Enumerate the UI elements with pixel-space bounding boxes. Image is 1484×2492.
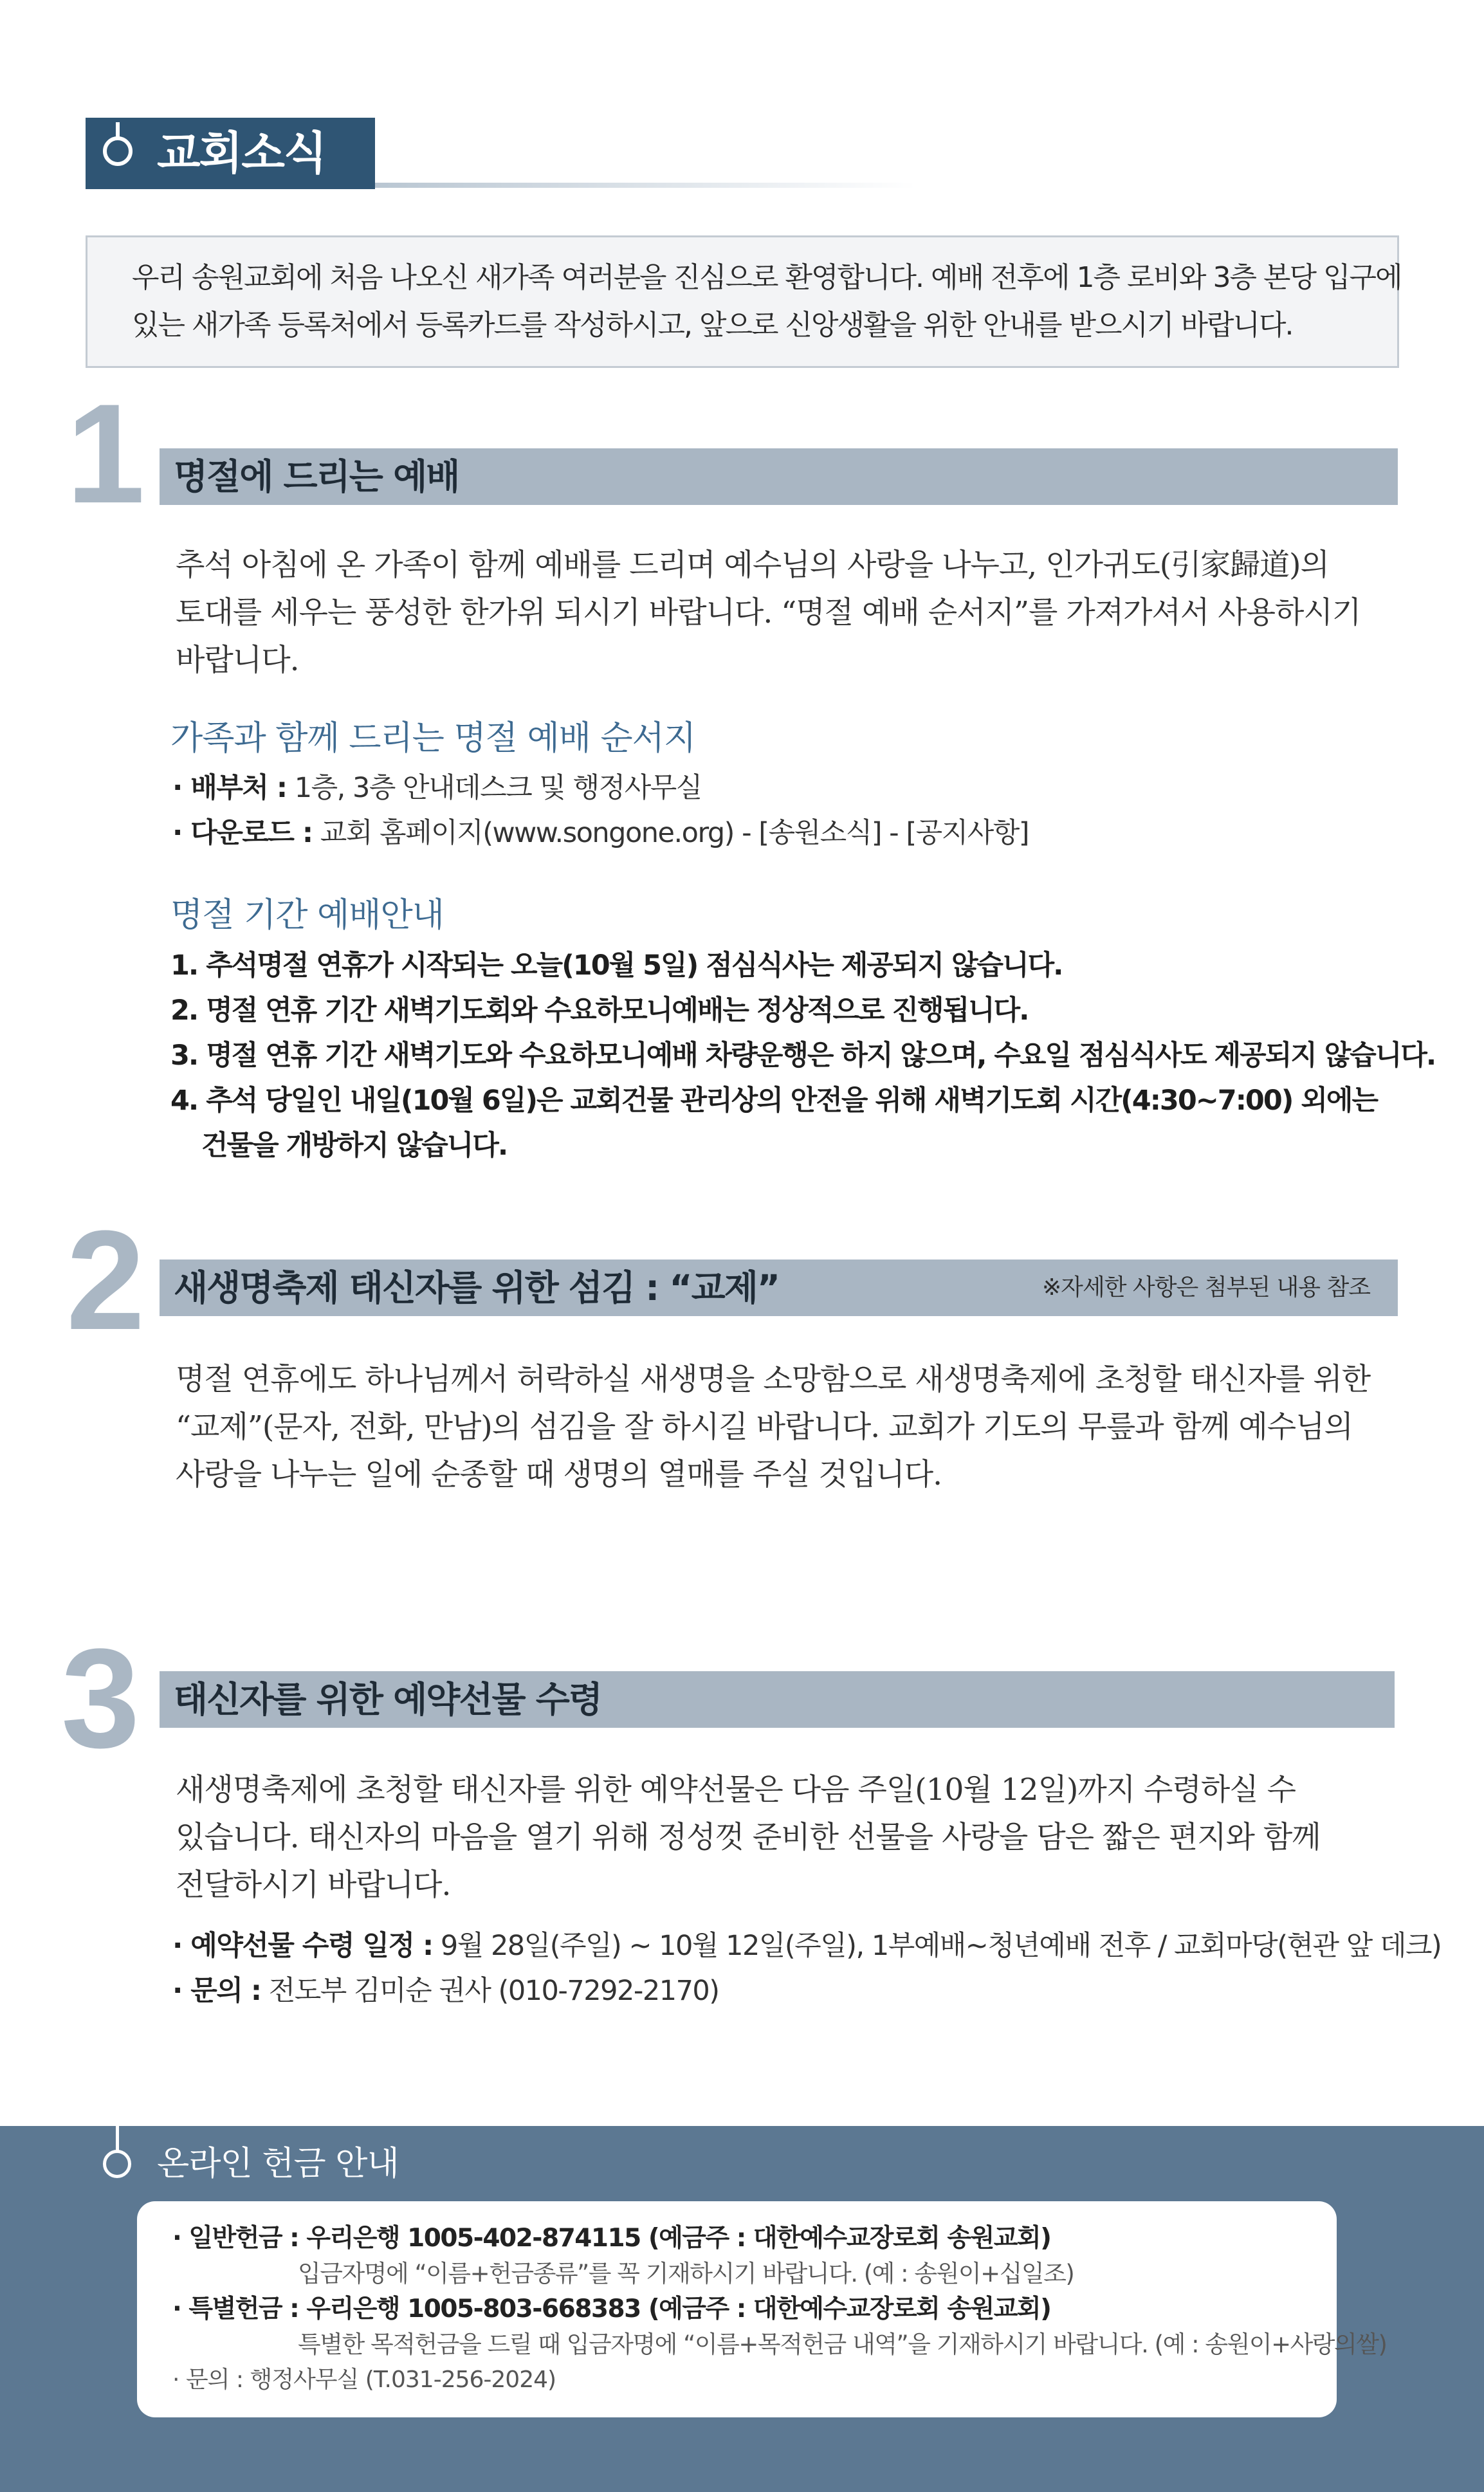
intro-text — [132, 254, 1402, 349]
section-title: 새생명축제 태신자를 위한 섬김 : “교제” — [174, 1267, 779, 1308]
numbered-list — [170, 943, 1435, 1168]
intro-line: 있는 새가족 등록처에서 등록카드를 작성하시고, 앞으로 신앙생활을 위한 안내를 받으시기 바랍니다. — [132, 309, 1293, 342]
bullet-list — [172, 1923, 1441, 2013]
section-body — [176, 1766, 1321, 1909]
body-line: “교제”(문자, 전화, 만남)의 섬김을 잘 하시길 바랍니다. 교회가 기도의 무릎과 함께 예수님의 — [176, 1409, 1353, 1445]
body-line: 바랍니다. — [176, 643, 299, 678]
intro-line: 우리 송원교회에 처음 나오신 새가족 여러분을 진심으로 환영합니다. 예배 전후에 1층 로비와 3층 본당 입구에 — [132, 261, 1402, 294]
offering-note: 입금자명에 “이름+헌금종류”를 꼭 기재하시기 바랍니다. (예 : 송원이+십일조) — [298, 2260, 1074, 2287]
list-item: · 문의 : 전도부 김미순 권사 (010-7292-2170) — [172, 1975, 719, 2007]
list-item: · 예약선물 수령 일정 : 9월 28일(주일) ~ 10월 12일(주일), 1부예배~청년예배 전후 / 교회마당(현관 앞 데크) — [172, 1930, 1442, 1962]
subsection-title: 명절 기간 예배안내 — [170, 896, 444, 935]
section-note: ※자세한 사항은 첨부된 내용 참조 — [1042, 1274, 1371, 1301]
offering-note: 특별한 목적헌금을 드릴 때 입금자명에 “이름+목적헌금 내역”을 기재하시기 바랍니다. (예 : 송원이+사랑의쌀) — [298, 2331, 1387, 2358]
list-item: · 다운로드 : 교회 홈페이지(www.songone.org) - [송원소식] - [공지사항] — [172, 817, 1029, 849]
section-title: 태신자를 위한 예약선물 수령 — [174, 1679, 602, 1720]
offering-contact: · 문의 : 행정사무실 (T.031-256-2024) — [172, 2367, 556, 2393]
header-underline — [375, 183, 915, 188]
ring-icon-stem — [116, 2126, 119, 2152]
body-line: 토대를 세우는 풍성한 한가위 되시기 바랍니다. “명절 예배 순서지”를 가져가셔서 사용하시기 — [176, 595, 1361, 630]
body-line: 있습니다. 태신자의 마음을 열기 위해 정성껏 준비한 선물을 사랑을 담은 짧은 편지와 함께 — [176, 1820, 1321, 1855]
offering-line: · 특별헌금 : 우리은행 1005-803-668383 (예금주 : 대한예수교장로회 송원교회) — [172, 2295, 1051, 2323]
list-item: 건물을 개방하지 않습니다. — [201, 1130, 508, 1162]
ring-icon-stem — [116, 122, 120, 138]
section-number: 1 — [66, 374, 145, 533]
page-title: 교회소식 — [157, 127, 326, 179]
list-item: 1. 추석명절 연휴가 시작되는 오늘(10월 5일) 점심식사는 제공되지 않습니다. — [170, 949, 1063, 982]
body-line: 추석 아침에 온 가족이 함께 예배를 드리며 예수님의 사랑을 나누고, 인가귀도(引家歸道)의 — [176, 547, 1329, 583]
subsection-title: 가족과 함께 드리는 명절 예배 순서지 — [170, 719, 696, 758]
ring-icon — [103, 136, 133, 166]
body-line: 명절 연휴에도 하나님께서 허락하실 새생명을 소망함으로 새생명축제에 초청할 태신자를 위한 — [176, 1362, 1371, 1397]
footer-title: 온라인 헌금 안내 — [157, 2145, 399, 2183]
ring-icon — [103, 2150, 131, 2178]
section-number: 3 — [61, 1619, 140, 1777]
body-line: 새생명축제에 초청할 태신자를 위한 예약선물은 다음 주일(10월 12일)까지 수령하실 수 — [176, 1772, 1296, 1808]
section-title: 명절에 드리는 예배 — [174, 456, 459, 497]
bullet-list — [172, 765, 1029, 856]
offering-info — [172, 2221, 1386, 2397]
body-line: 사랑을 나누는 일에 순종할 때 생명의 열매를 주실 것입니다. — [176, 1457, 942, 1492]
list-item: 3. 명절 연휴 기간 새벽기도와 수요하모니예배 차량운행은 하지 않으며, 수요일 점심식사도 제공되지 않습니다. — [170, 1040, 1436, 1072]
section-body — [176, 1356, 1370, 1499]
section-body — [176, 542, 1360, 684]
list-item: · 배부처 : 1층, 3층 안내데스크 및 행정사무실 — [172, 772, 702, 804]
section-number: 2 — [66, 1201, 145, 1359]
list-item: 2. 명절 연휴 기간 새벽기도회와 수요하모니예배는 정상적으로 진행됩니다. — [170, 994, 1029, 1027]
offering-line: · 일반헌금 : 우리은행 1005-402-874115 (예금주 : 대한예수교장로회 송원교회) — [172, 2224, 1051, 2253]
list-item: 4. 추석 당일인 내일(10월 6일)은 교회건물 관리상의 안전을 위해 새벽기도회 시간(4:30~7:00) 외에는 — [170, 1085, 1377, 1117]
body-line: 전달하시기 바랍니다. — [176, 1867, 451, 1903]
